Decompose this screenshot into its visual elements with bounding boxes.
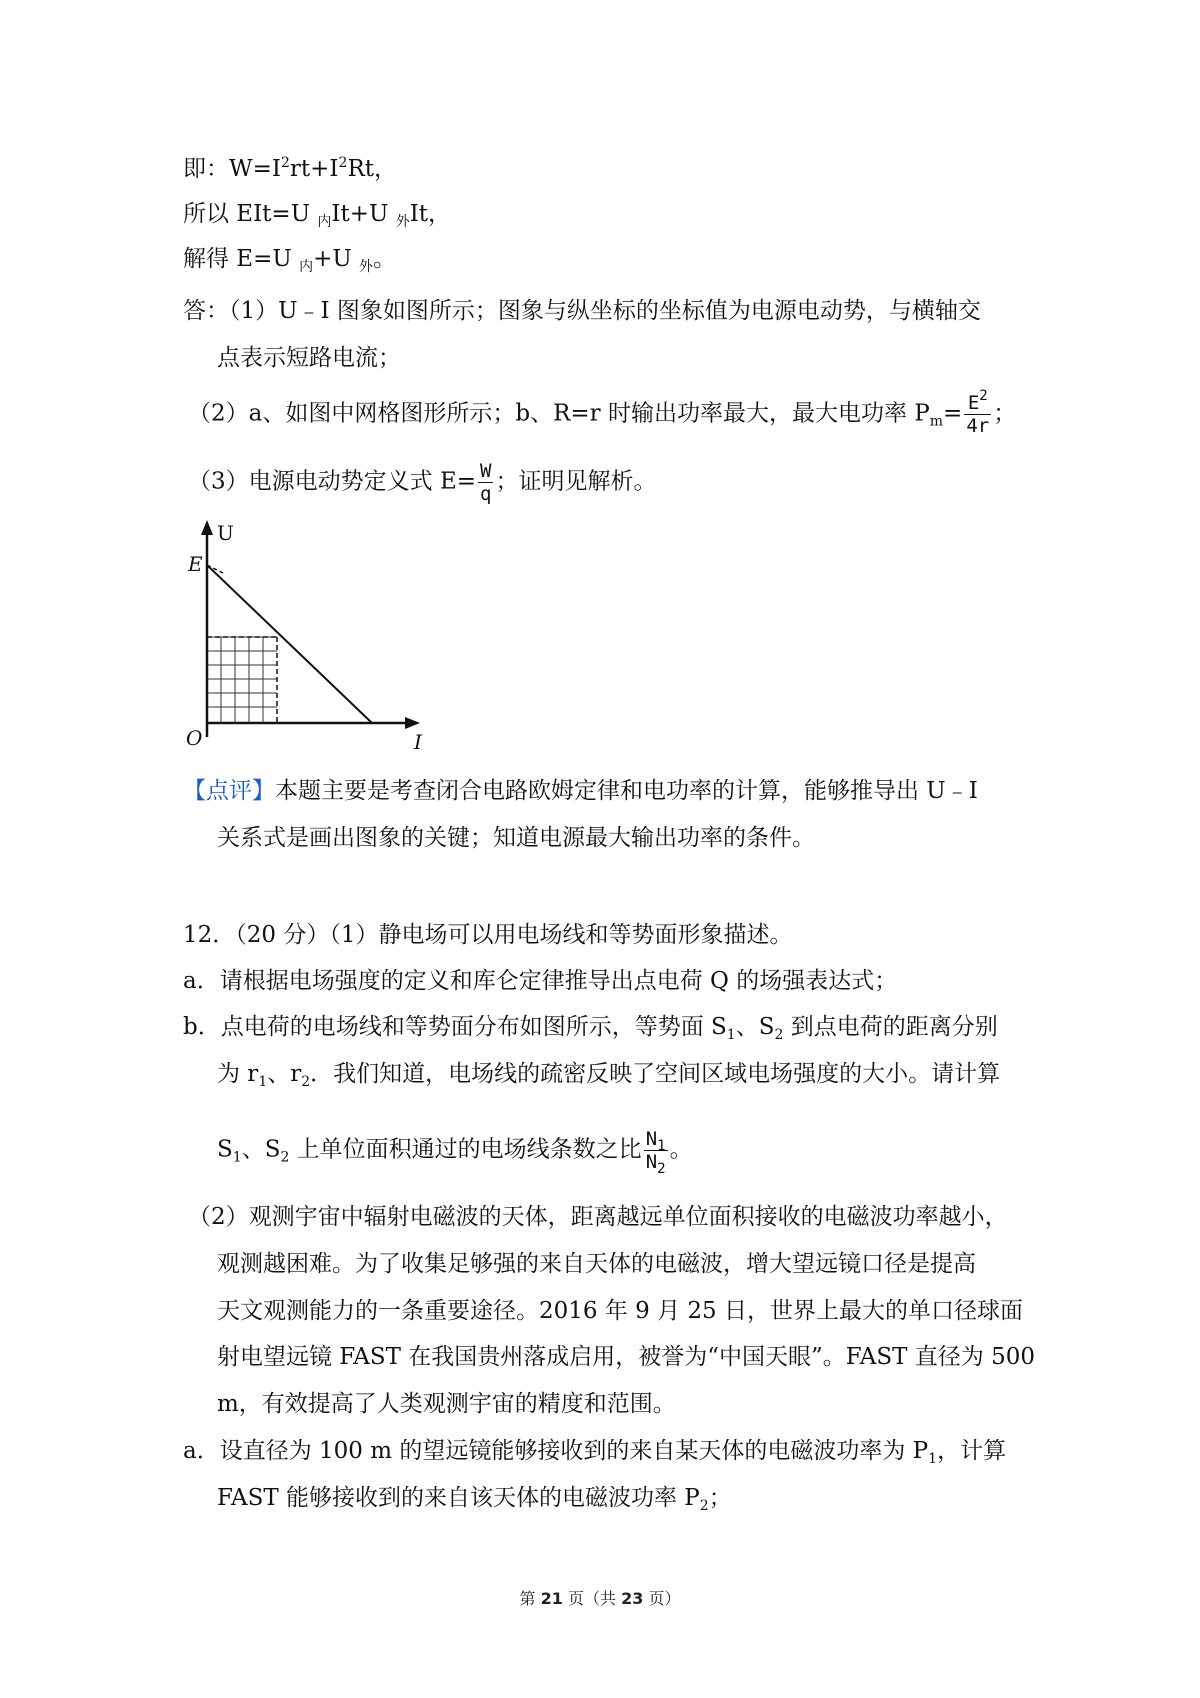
question-line: a．请根据电场强度的定义和库仑定律推导出点电荷 Q 的场强表达式； xyxy=(183,968,898,994)
question-line: b．点电荷的电场线和等势面分布如图所示，等势面 $S_1$、$S_2$ 到点电荷的距离分别 xyxy=(183,1014,998,1043)
question-line: FAST 能够接收到的来自该天体的电磁波功率 $P_2$； xyxy=(217,1485,732,1514)
y-axis-label: U xyxy=(217,521,234,545)
fraction: $\frac{W}{q}$ xyxy=(480,460,492,505)
answer-line: （3）电源电动势定义式 E= $\frac{W}{q}$ ；证明见解析。 xyxy=(188,460,657,505)
question-line: $S_1$、$S_2$ 上单位面积通过的电场线条数之比 $\frac{N_1}{N_2}$ 。 xyxy=(217,1128,693,1177)
u-i-line xyxy=(207,565,372,723)
fraction: $\frac{N_1}{N_2}$ xyxy=(645,1128,666,1177)
page-footer: 第 21 页（共 23 页） xyxy=(519,1589,681,1608)
intercept-label: E xyxy=(188,552,203,576)
answer-line: 点表示短路电流； xyxy=(217,345,401,371)
question-line: 射电望远镜 FAST 在我国贵州落成启用，被誉为“中国天眼”。FAST 直径为 500 xyxy=(217,1344,1035,1370)
origin-label: O xyxy=(186,726,203,750)
comment-line: 【点评】本题主要是考查闭合电路欧姆定律和电功率的计算，能够推导出 U﹣I xyxy=(183,778,978,804)
text-line: 解得 E=U $_内$+U $_外$。 xyxy=(183,246,397,275)
question-line: 为 $r_1$、$r_2$．我们知道，电场线的疏密反映了空间区域电场强度的大小。请计算 xyxy=(217,1061,1001,1090)
question-line: a．设直径为 100 m 的望远镜能够接收到的来自某天体的电磁波功率为 $P_1$，计算 xyxy=(183,1438,1007,1467)
page-number: 21 xyxy=(540,1589,563,1608)
question-line: （2）观测宇宙中辐射电磁波的天体，距离越远单位面积接收的电磁波功率越小， xyxy=(188,1204,1008,1230)
page-total: 23 xyxy=(621,1589,644,1608)
answer-line: （2）a、如图中网格图形所示；b、R=r 时输出功率最大，最大电功率 $P_m=$ $\frac{E^2}{4r}$ ； xyxy=(188,388,1017,437)
y-axis-arrow xyxy=(201,520,213,535)
x-axis-label: I xyxy=(414,730,422,754)
comment-tag: 【点评】 xyxy=(183,778,275,804)
question-line: 12．（20 分）（1）静电场可以用电场线和等势面形象描述。 xyxy=(183,922,793,948)
grid-border xyxy=(207,637,277,723)
fraction: $\frac{E^2}{4r}$ xyxy=(966,388,990,437)
power-grid xyxy=(207,637,277,723)
comment-line: 关系式是画出图象的关键；知道电源最大输出功率的条件。 xyxy=(217,825,815,851)
u-i-graph xyxy=(180,515,440,755)
question-line: m，有效提高了人类观测宇宙的精度和范围。 xyxy=(217,1391,676,1417)
text-line: 即：$W=I^2rt+I^2Rt$， xyxy=(183,155,398,182)
question-line: 观测越困难。为了收集足够强的来自天体的电磁波，增大望远镜口径是提高 xyxy=(217,1251,976,1277)
question-line: 天文观测能力的一条重要途径。2016 年 9 月 25 日，世界上最大的单口径球面 xyxy=(217,1298,1023,1324)
answer-line: 答：（1）U﹣I 图象如图所示；图象与纵坐标的坐标值为电源电动势，与横轴交 xyxy=(183,298,981,324)
x-axis-arrow xyxy=(405,717,420,729)
text-line: 所以 EIt=U $_内$It+U $_外$It， xyxy=(183,201,452,230)
